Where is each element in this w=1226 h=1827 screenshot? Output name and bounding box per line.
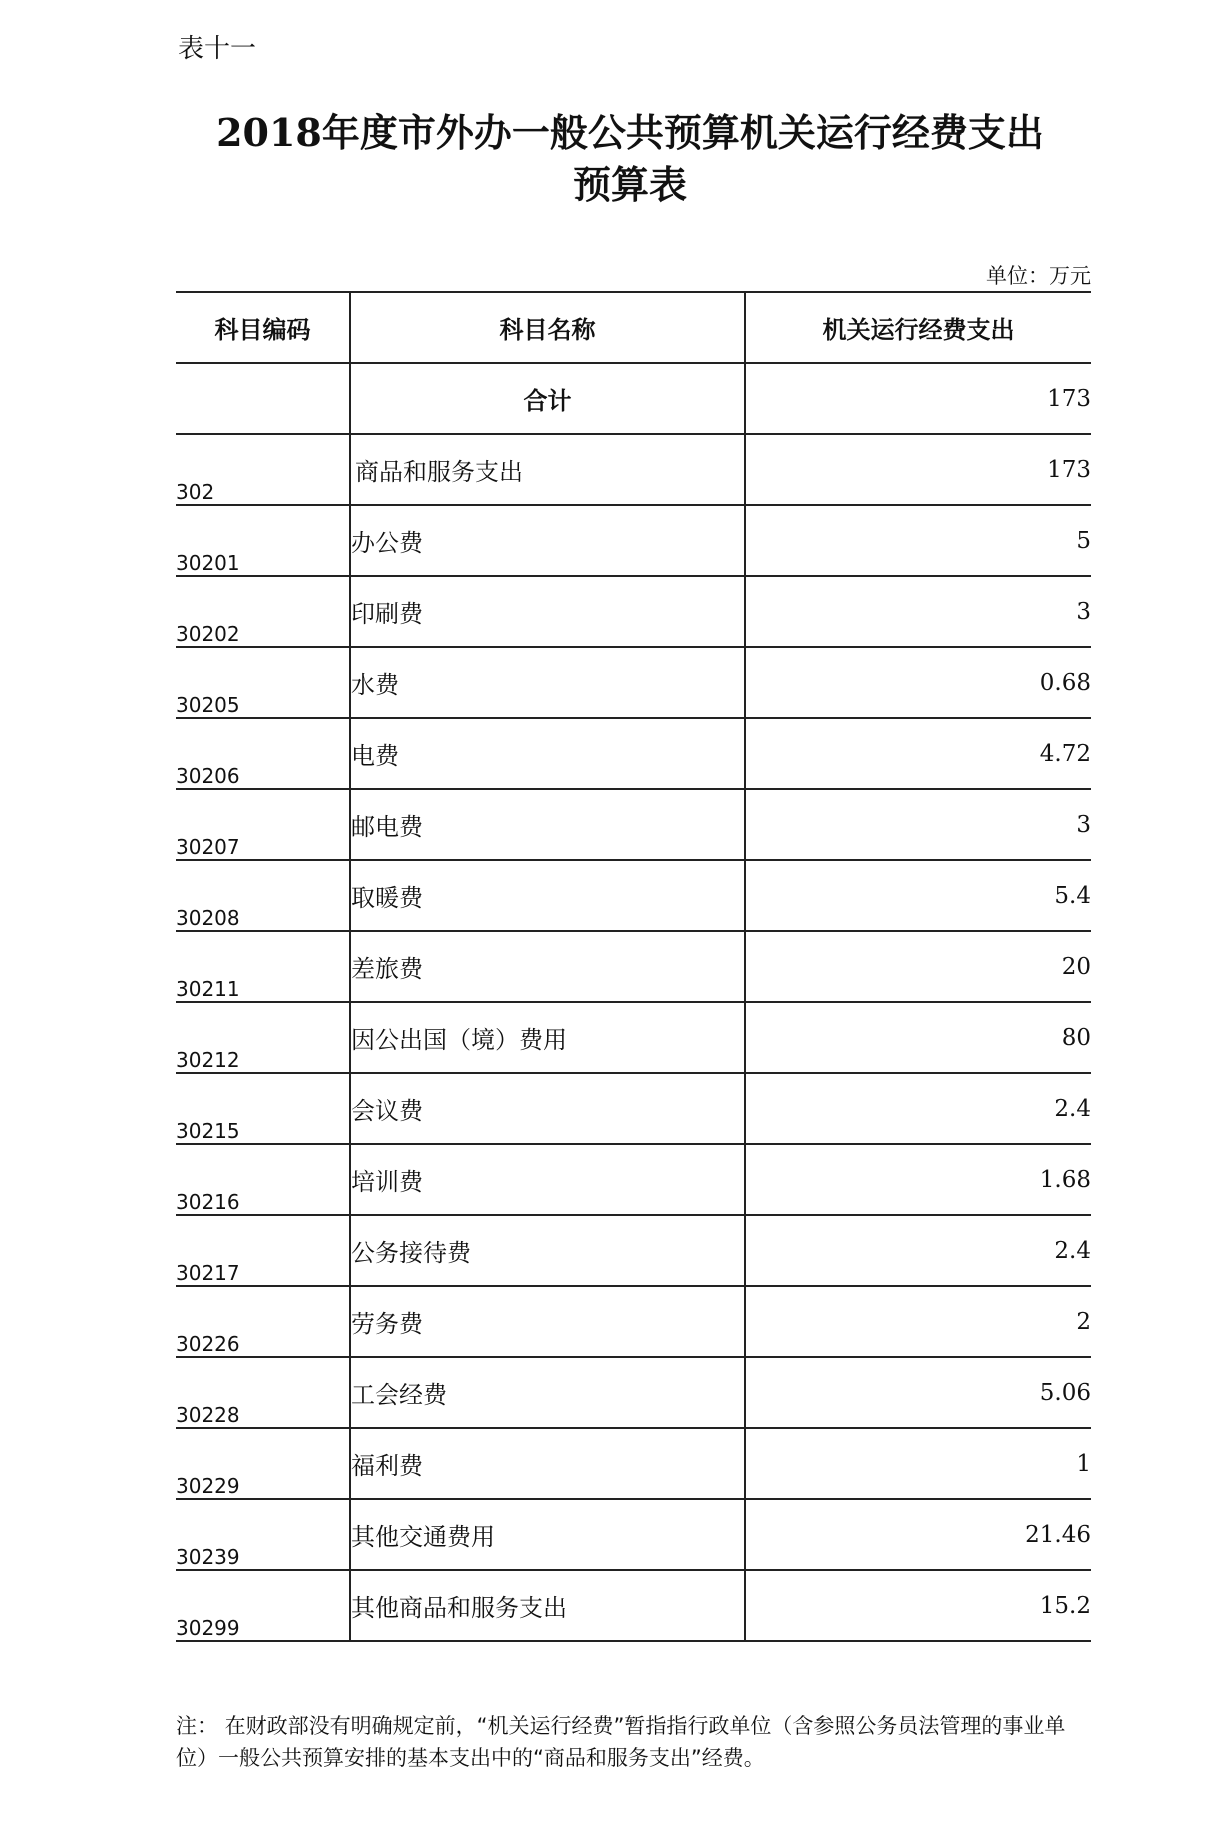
row-amount: 1.68 xyxy=(745,1144,1091,1215)
row-name: 培训费 xyxy=(350,1144,745,1215)
row-code: 30201 xyxy=(176,505,350,576)
row-name: 因公出国（境）费用 xyxy=(350,1002,745,1073)
row-name: 商品和服务支出 xyxy=(350,434,745,505)
table-row xyxy=(176,1144,1091,1215)
row-code: 30229 xyxy=(176,1428,350,1499)
row-code: 30226 xyxy=(176,1286,350,1357)
header-code: 科目编码 xyxy=(176,292,350,363)
row-amount: 21.46 xyxy=(745,1499,1091,1570)
row-name: 取暖费 xyxy=(350,860,745,931)
table-row xyxy=(176,1428,1091,1499)
row-code: 30207 xyxy=(176,789,350,860)
row-code: 30228 xyxy=(176,1357,350,1428)
table-row xyxy=(176,1073,1091,1144)
row-code: 30217 xyxy=(176,1215,350,1286)
table-row xyxy=(176,1215,1091,1286)
table-row xyxy=(176,1357,1091,1428)
row-amount: 0.68 xyxy=(745,647,1091,718)
table-label: 表十一 xyxy=(178,34,257,64)
row-name: 福利费 xyxy=(350,1428,745,1499)
row-name: 办公费 xyxy=(350,505,745,576)
table-row xyxy=(176,1499,1091,1570)
row-amount: 5.4 xyxy=(745,860,1091,931)
unit-label: 单位：万元 xyxy=(986,264,1091,288)
total-code xyxy=(176,363,350,434)
row-code: 30216 xyxy=(176,1144,350,1215)
row-amount: 1 xyxy=(745,1428,1091,1499)
page-title-continued: 预算表 xyxy=(572,162,687,207)
row-amount: 15.2 xyxy=(745,1570,1091,1641)
row-amount: 173 xyxy=(745,434,1091,505)
row-code: 30212 xyxy=(176,1002,350,1073)
table-row xyxy=(176,647,1091,718)
footnote xyxy=(176,1710,1096,1774)
row-name: 差旅费 xyxy=(350,931,745,1002)
row-name: 劳务费 xyxy=(350,1286,745,1357)
total-name: 合计 xyxy=(350,363,745,434)
row-amount: 20 xyxy=(745,931,1091,1002)
row-name: 印刷费 xyxy=(350,576,745,647)
table-row xyxy=(176,434,1091,505)
table-header-row xyxy=(176,292,1091,363)
row-amount: 80 xyxy=(745,1002,1091,1073)
row-code: 30211 xyxy=(176,931,350,1002)
row-code: 30205 xyxy=(176,647,350,718)
row-amount: 2 xyxy=(745,1286,1091,1357)
row-name: 水费 xyxy=(350,647,745,718)
row-name: 公务接待费 xyxy=(350,1215,745,1286)
row-code: 30202 xyxy=(176,576,350,647)
page-title: 2018年度市外办一般公共预算机关运行经费支出 xyxy=(216,110,1044,155)
total-amount: 173 xyxy=(745,363,1091,434)
row-code: 30215 xyxy=(176,1073,350,1144)
row-code: 30239 xyxy=(176,1499,350,1570)
row-name: 其他交通费用 xyxy=(350,1499,745,1570)
row-code: 302 xyxy=(176,434,350,505)
table-row xyxy=(176,789,1091,860)
table-row xyxy=(176,931,1091,1002)
row-name: 电费 xyxy=(350,718,745,789)
row-amount: 4.72 xyxy=(745,718,1091,789)
row-name: 会议费 xyxy=(350,1073,745,1144)
row-amount: 5.06 xyxy=(745,1357,1091,1428)
footnote-text: 注： 在财政部没有明确规定前，“机关运行经费”暂指指行政单位（含参照公务员法管理的事业单位）一般公共预算安排的基本支出中的“商品和服务支出”经费。 xyxy=(176,1714,1066,1770)
table-row xyxy=(176,1570,1091,1641)
header-name: 科目名称 xyxy=(350,292,745,363)
row-amount: 2.4 xyxy=(745,1215,1091,1286)
row-code: 30206 xyxy=(176,718,350,789)
budget-table xyxy=(176,291,1091,1642)
row-amount: 2.4 xyxy=(745,1073,1091,1144)
row-amount: 3 xyxy=(745,789,1091,860)
table-row xyxy=(176,718,1091,789)
header-amount: 机关运行经费支出 xyxy=(745,292,1091,363)
table-row xyxy=(176,1286,1091,1357)
row-code: 30208 xyxy=(176,860,350,931)
table-row xyxy=(176,860,1091,931)
row-amount: 5 xyxy=(745,505,1091,576)
row-amount: 3 xyxy=(745,576,1091,647)
table-row xyxy=(176,1002,1091,1073)
table-row xyxy=(176,505,1091,576)
row-code: 30299 xyxy=(176,1570,350,1641)
row-name: 邮电费 xyxy=(350,789,745,860)
table-row xyxy=(176,576,1091,647)
row-name: 其他商品和服务支出 xyxy=(350,1570,745,1641)
row-name: 工会经费 xyxy=(350,1357,745,1428)
total-row xyxy=(176,363,1091,434)
